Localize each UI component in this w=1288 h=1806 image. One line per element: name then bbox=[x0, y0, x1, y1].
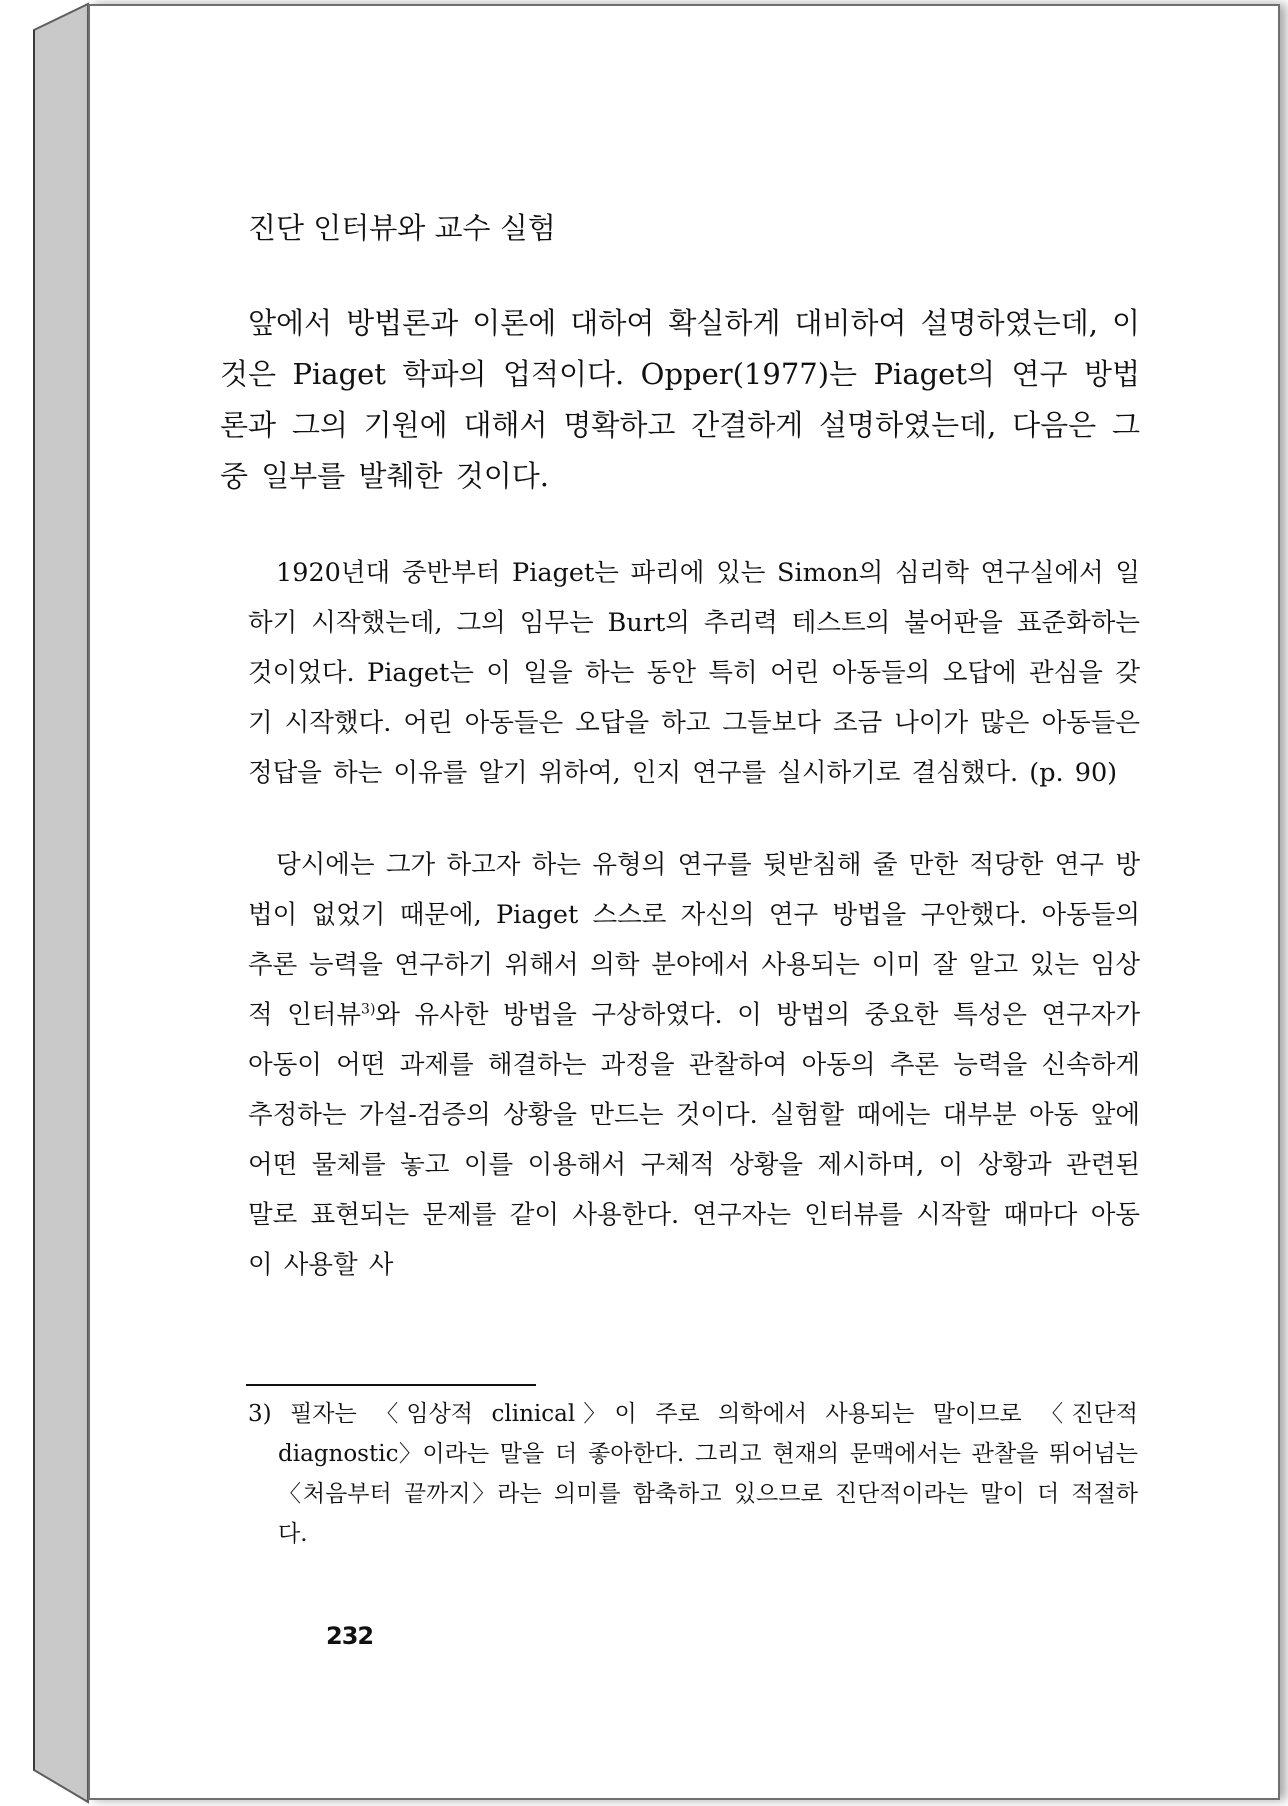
quote-paragraph-2-part-2: 와 유사한 방법을 구상하였다. 이 방법의 중요한 특성은 연구자가 아동이 어떤 과제를 해결하는 과정을 관찰하여 아동의 추론 능력을 신속하게 추정하는 가설-검증의 상황을 만드는 것이다. 실험할 때에는 대부분 아동 앞에 어떤 물체를 놓고 이를 이용해서 구체적 상황을 제시하며, 이 상황과 관련된 말로 표현되는 문제를 같이 사용한다. 연구자는 인터뷰를 시작할 때마다 아동이 사용할 사 bbox=[248, 1000, 1140, 1280]
quote-paragraph-2-part-1: 당시에는 그가 하고자 하는 유형의 연구를 뒷받침해 줄 만한 적당한 연구 방법이 없었기 때문에, Piaget 스스로 자신의 연구 방법을 구안했다. 아동들의 추론 능력을 연구하기 위해서 의학 분야에서 사용되는 이미 잘 알고 있는 임상적 인터뷰 bbox=[248, 850, 1140, 1030]
footnote bbox=[220, 1394, 1248, 1554]
section-heading: 진단 인터뷰와 교수 실험 bbox=[248, 211, 556, 245]
page-number: 232 bbox=[326, 1622, 374, 1650]
lead-paragraph: 앞에서 방법론과 이론에 대하여 확실하게 대비하여 설명하였는데, 이것은 Piaget 학파의 업적이다. Opper(1977)는 Piaget의 연구 방법론과 그의 기원에 대해서 명확하고 간결하게 설명하였는데, 다음은 그 중 일부를 발췌한 것이다. bbox=[220, 306, 1140, 493]
page-content bbox=[220, 204, 1220, 1547]
quote-paragraph-2 bbox=[220, 840, 1140, 1290]
footnote-text: 3) 필자는 〈임상적 clinical〉이 주로 의학에서 사용되는 말이므로 〈진단적 diagnostic〉이라는 말을 더 좋아한다. 그리고 현재의 문맥에서는 관찰을 뛰어넘는 〈처음부터 끝까지〉라는 의미를 함축하고 있으므로 진단적이라는 말이 더 적절하다. bbox=[248, 1401, 1138, 1547]
footnote-reference: 3) bbox=[361, 1001, 376, 1018]
quote-paragraph-1: 1920년대 중반부터 Piaget는 파리에 있는 Simon의 심리학 연구실에서 일하기 시작했는데, 그의 임무는 Burt의 추리력 테스트의 불어판을 표준화하는 것이었다. Piaget는 이 일을 하는 동안 특히 어린 아동들의 오답에 관심을 갖기 시작했다. 어린 아동들은 오답을 하고 그들보다 조금 나이가 많은 아동들은 정답을 하는 이유를 알기 위하여, 인지 연구를 실시하기로 결심했다. (p. 90) bbox=[248, 558, 1140, 788]
footnote-divider bbox=[246, 1384, 536, 1386]
book-page bbox=[88, 4, 1280, 1800]
